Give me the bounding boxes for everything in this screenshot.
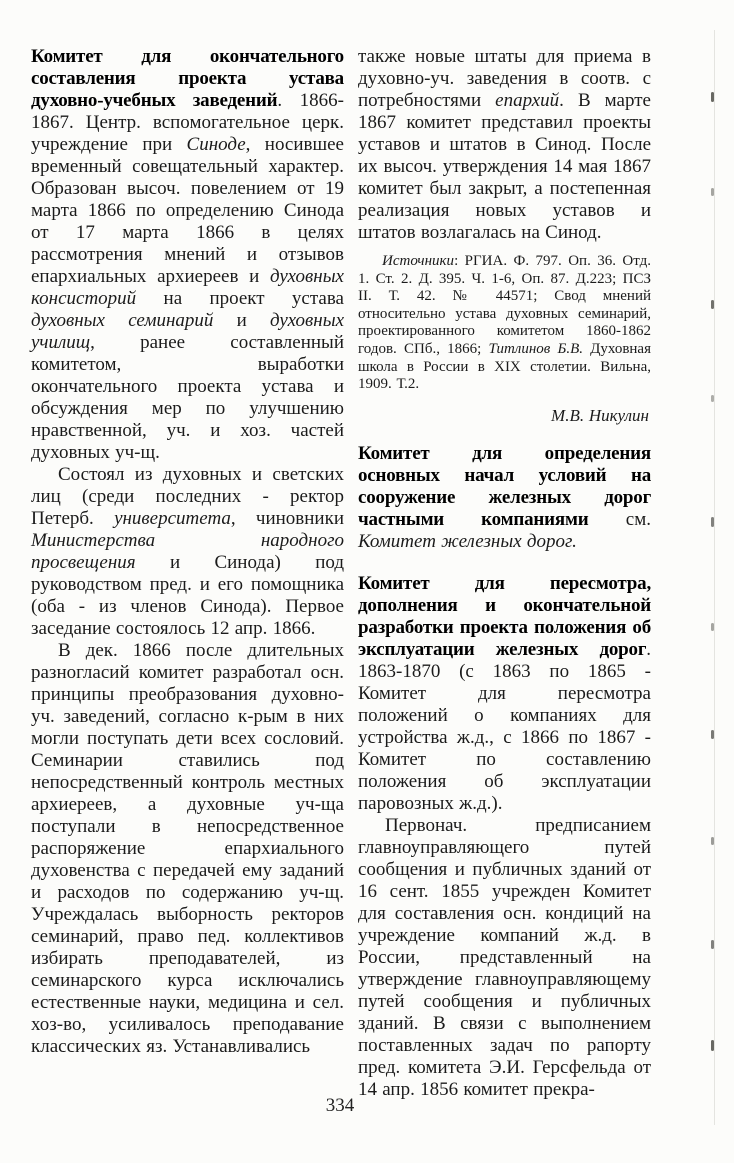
text-segment: В дек. 1866 после длительных разногласий комитет разработал осн. принципы преобразования духовно-уч. заведений, согласно к-рым в них могли поступать дети всех сословий. Семинарии ставились под непосредственный контроль местных архиереев, а духовные уч-ща поступали в непосредственное распоряжение епархиального духовенства с передачей ему заданий и расходов по содержанию уч-щ. Учреждалась выборность ректоров семинарий, право пед. коллективов избирать преподавателей, из семинарского курса исключались естественные науки, медицина и сел. хоз-во, усиливалось преподавание классических яз. Устанавливались bbox=[31, 640, 344, 1057]
text-segment: Источники bbox=[382, 253, 455, 269]
page-number: 334 bbox=[325, 1095, 355, 1116]
scan-mark-artifact bbox=[711, 395, 714, 402]
text-segment: , ранее составленный комитетом, выработки окончательного проекта устава и обсуждения мер по улучшению нравственной, уч. и хоз. частей духовных уч-щ. bbox=[31, 332, 344, 463]
text-segment: Комитет для пересмотра, дополнения и окончательной разработки проекта положения об эксплуатации железных дорог bbox=[358, 572, 651, 660]
entry1-paragraph-2 bbox=[31, 464, 344, 640]
text-segment: Министерства народного просвещения bbox=[31, 530, 344, 573]
entry3-heading-paragraph bbox=[358, 573, 651, 815]
scan-mark-artifact bbox=[711, 300, 714, 309]
scan-binding-line-artifact bbox=[714, 30, 715, 1125]
text-segment: Комитет для определения основных начал условий на сооружение железных дорог частными компаниями bbox=[358, 442, 651, 530]
text-segment: : РГИА. Ф. 797. Оп. 36. Отд. 1. Ст. 2. Д. 395. Ч. 1-6, Оп. 87. Д.223; ПСЗ II. Т. 42. № 44571; Свод мнений относительно устава духовных семинарий, проектированного комитетом 1860-1862 годов. СПб., 1866; bbox=[358, 253, 651, 357]
scan-mark-artifact bbox=[711, 730, 714, 739]
entry2-heading-paragraph bbox=[358, 443, 651, 553]
text-segment: Комитет железных дорог. bbox=[358, 530, 577, 552]
text-segment: Состоял из духовных и светских лиц (среди последних - ректор Петерб. bbox=[31, 464, 344, 529]
scan-mark-artifact bbox=[711, 92, 714, 102]
scan-mark-artifact bbox=[711, 837, 714, 845]
text-segment: университета bbox=[114, 508, 231, 529]
text-segment: Комитет для окончательного составления проекта устава духовно-учебных заведений bbox=[31, 46, 344, 111]
text-segment: Первонач. предписанием главноуправляющего путей сообщения и публичных зданий от 16 сент. 1855 учрежден Комитет для составления осн. кондиций на учреждение компаний ж.д. в России, представленный на утверждение главноуправляющему путей сообщения и публичных зданий. В связи с выполнением поставленных задач по рапорту пред. комитета Э.И. Герсфельда от 14 апр. 1856 комитет прекра- bbox=[358, 814, 651, 1100]
text-segment: . 1866-1867. Центр. вспомогательное церк. учреждение при bbox=[31, 90, 344, 155]
text-segment: также новые штаты для приема в духовно-уч. заведения в соотв. с потребностями bbox=[358, 46, 651, 111]
text-segment: Титлинов Б.В. bbox=[488, 340, 583, 357]
text-segment: . В марте 1867 комитет представил проекты уставов и штатов в Синод. После их высоч. утверждения 14 мая 1867 комитет был закрыт, а постепенная реализация новых уставов и штатов возлагалась на Синод. bbox=[358, 90, 651, 243]
left-column bbox=[31, 46, 344, 1058]
entry3-paragraph-2 bbox=[358, 815, 651, 1101]
text-segment: и Синода) под руководством пред. и его помощника (оба - из членов Синода). Первое заседание состоялось 12 апр. 1866. bbox=[31, 552, 344, 639]
text-segment: см. bbox=[588, 508, 651, 530]
text-segment: , чиновники bbox=[230, 508, 344, 529]
text-segment: и bbox=[213, 310, 271, 331]
text-segment: духовных семинарий bbox=[31, 310, 214, 331]
scan-mark-artifact bbox=[711, 1040, 714, 1051]
entry1-paragraph-3 bbox=[31, 640, 344, 1058]
scan-mark-artifact bbox=[711, 188, 714, 196]
scan-mark-artifact bbox=[711, 517, 714, 527]
text-segment: духовных консисторий bbox=[31, 266, 344, 309]
right-column bbox=[358, 46, 651, 1101]
text-segment: Синоде bbox=[186, 134, 246, 155]
text-segment: на проект устава bbox=[136, 288, 344, 309]
text-segment: Духовная школа в России в XIX столетии. Вильна, 1909. Т.2. bbox=[358, 340, 651, 393]
scan-mark-artifact bbox=[711, 940, 714, 949]
entry1-continuation-paragraph bbox=[358, 46, 651, 244]
text-segment: , носившее временный совещательный характер. Образован высоч. повелением от 19 марта 1866 по определению Синода от 17 марта 1866 в целях рассмотрения мнений и отзывов епархиальных архиереев и bbox=[31, 134, 344, 287]
text-segment: епархий bbox=[495, 90, 560, 111]
text-segment: . 1863-1870 (с 1863 по 1865 - Комитет для пересмотра положений о компаниях для устройства ж.д., с 1866 по 1867 - Комитет по составлению положения об эксплуатации паровозных ж.д.). bbox=[358, 638, 651, 814]
scan-mark-artifact bbox=[711, 623, 714, 631]
sources-paragraph bbox=[358, 253, 651, 394]
author-signature: М.В. Никулин bbox=[551, 405, 649, 425]
text-segment: духовных училищ bbox=[31, 310, 345, 353]
entry1-heading-paragraph bbox=[31, 46, 344, 464]
